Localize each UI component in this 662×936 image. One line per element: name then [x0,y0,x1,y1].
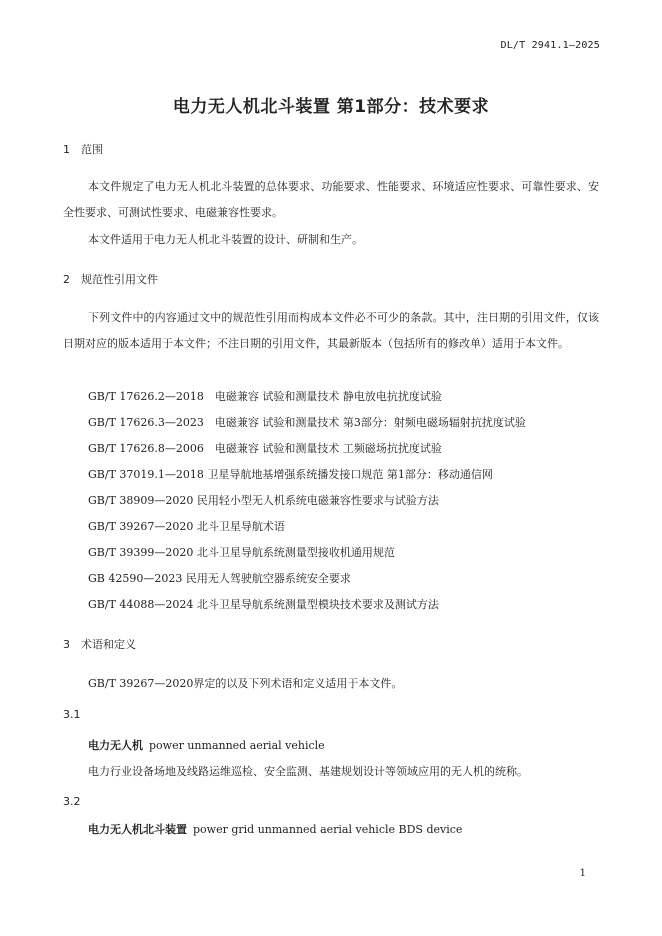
section-heading-normative-references [63,273,158,287]
section-heading-scope [63,143,103,157]
term-number: 3.1 [63,708,81,721]
normative-references-intro: 下列文件中的内容通过文中的规范性引用而构成本文件必不可少的条款。其中，注日期的引用文件，仅该日期对应的版本适用于本文件；不注日期的引用文件，其最新版本（包括所有的修改单）适用于本文件。 [63,311,599,350]
section-number: 3 [63,638,70,651]
section-title: 术语和定义 [81,638,136,651]
document-code: DL/T 2941.1—2025 [500,40,600,51]
section-number: 1 [63,143,70,156]
term-english: power grid unmanned aerial vehicle BDS device [193,823,463,836]
section-heading-terms-and-definitions [63,638,136,652]
term-number: 3.2 [63,795,81,808]
section-title: 规范性引用文件 [81,273,158,286]
section-number: 2 [63,273,70,286]
reference-item: GB/T 44088—2024 北斗卫星导航系统测量型模块技术要求及测试方法 [88,598,439,611]
document-title: 电力无人机北斗装置 第1部分：技术要求 [172,97,490,117]
scope-paragraph-1: 本文件规定了电力无人机北斗装置的总体要求、功能要求、性能要求、环境适应性要求、可靠性要求、安全性要求、可测试性要求、电磁兼容性要求。 [63,180,599,219]
term-chinese: 电力无人机 [88,739,143,752]
section-title: 范围 [81,143,103,156]
scope-paragraph-2: 本文件适用于电力无人机北斗装置的设计、研制和生产。 [88,233,363,246]
terms-intro: GB/T 39267—2020界定的以及下列术语和定义适用于本文件。 [88,677,403,690]
reference-item: GB/T 17626.2—2018 电磁兼容 试验和测量技术 静电放电抗扰度试验 [88,390,442,403]
reference-item: GB 42590—2023 民用无人驾驶航空器系统安全要求 [88,572,351,585]
reference-item: GB/T 37019.1—2018 卫星导航地基增强系统播发接口规范 第1部分：移动通信网 [88,468,493,481]
reference-item: GB/T 39399—2020 北斗卫星导航系统测量型接收机通用规范 [88,546,395,559]
term-title [88,739,325,753]
reference-item: GB/T 38909—2020 民用轻小型无人机系统电磁兼容性要求与试验方法 [88,494,439,507]
term-definition: 电力行业设备场地及线路运维巡检、安全监测、基建规划设计等领域应用的无人机的统称。 [88,765,528,778]
term-english: power unmanned aerial vehicle [149,739,325,752]
term-title [88,823,462,837]
reference-item: GB/T 17626.8—2006 电磁兼容 试验和测量技术 工频磁场抗扰度试验 [88,442,442,455]
reference-item: GB/T 39267—2020 北斗卫星导航术语 [88,520,285,533]
page-number: 1 [579,868,586,879]
reference-item: GB/T 17626.3—2023 电磁兼容 试验和测量技术 第3部分：射频电磁场辐射抗扰度试验 [88,416,526,429]
term-chinese: 电力无人机北斗装置 [88,823,187,836]
